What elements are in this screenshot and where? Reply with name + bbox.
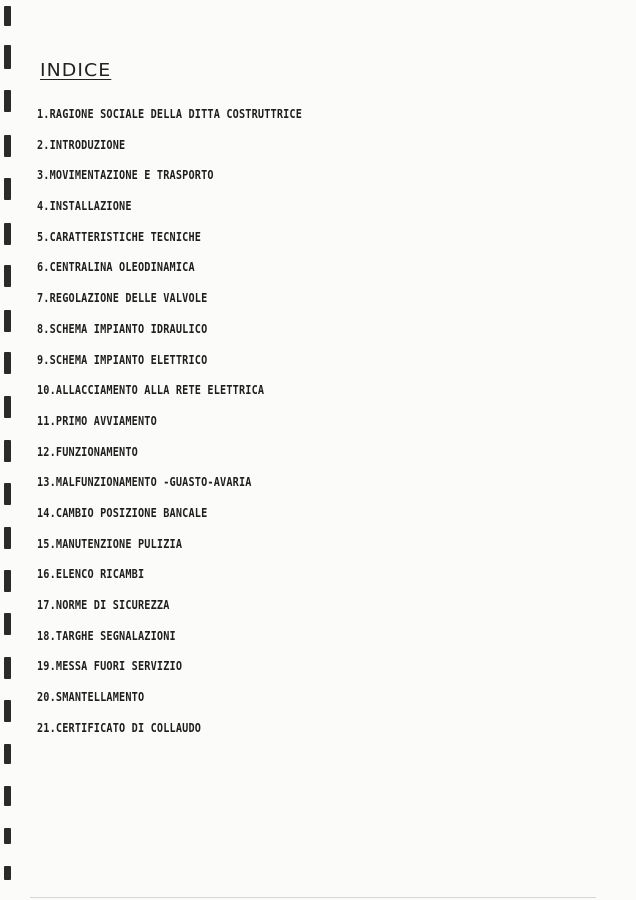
binding-hole — [4, 657, 11, 679]
binding-hole — [4, 265, 11, 287]
toc-item: 20.SMANTELLAMENTO — [37, 690, 145, 705]
toc-item: 18.TARGHE SEGNALAZIONI — [37, 628, 176, 643]
toc-item: 4.INSTALLAZIONE — [37, 199, 132, 214]
binding-hole — [4, 6, 11, 26]
binding-hole — [4, 90, 11, 112]
page-bottom-edge — [30, 897, 596, 898]
toc-item: 16.ELENCO RICAMBI — [37, 567, 145, 582]
toc-item: 6.CENTRALINA OLEODINAMICA — [37, 260, 195, 275]
toc-item: 14.CAMBIO POSIZIONE BANCALE — [37, 505, 208, 520]
binding-holes — [0, 0, 18, 900]
binding-hole — [4, 786, 11, 806]
binding-hole — [4, 527, 11, 549]
binding-hole — [4, 613, 11, 635]
binding-hole — [4, 828, 11, 844]
toc-item: 12.FUNZIONAMENTO — [37, 444, 138, 459]
binding-hole — [4, 570, 11, 592]
toc-item: 21.CERTIFICATO DI COLLAUDO — [37, 720, 202, 735]
binding-hole — [4, 483, 11, 505]
binding-hole — [4, 45, 11, 69]
toc-item: 10.ALLACCIAMENTO ALLA RETE ELETTRICA — [37, 383, 265, 398]
toc-item: 3.MOVIMENTAZIONE E TRASPORTO — [37, 168, 214, 183]
binding-hole — [4, 352, 11, 374]
toc-item: 13.MALFUNZIONAMENTO -GUASTO-AVARIA — [37, 475, 252, 490]
toc-item: 19.MESSA FUORI SERVIZIO — [37, 659, 183, 674]
binding-hole — [4, 744, 11, 764]
binding-hole — [4, 178, 11, 200]
binding-hole — [4, 135, 11, 157]
binding-hole — [4, 440, 11, 462]
toc-item: 8.SCHEMA IMPIANTO IDRAULICO — [37, 321, 208, 336]
toc-item: 9.SCHEMA IMPIANTO ELETTRICO — [37, 352, 208, 367]
toc-item: 2.INTRODUZIONE — [37, 137, 126, 152]
index-title: INDICE — [40, 60, 112, 81]
table-of-contents — [37, 104, 349, 748]
toc-item: 7.REGOLAZIONE DELLE VALVOLE — [37, 291, 208, 306]
toc-item: 1.RAGIONE SOCIALE DELLA DITTA COSTRUTTRICE — [37, 107, 303, 121]
binding-hole — [4, 866, 11, 880]
toc-item: 5.CARATTERISTICHE TECNICHE — [37, 229, 202, 244]
toc-item: 17.NORME DI SICUREZZA — [37, 598, 170, 612]
binding-hole — [4, 310, 11, 332]
toc-item: 11.PRIMO AVVIAMENTO — [37, 413, 157, 428]
toc-item: 15.MANUTENZIONE PULIZIA — [37, 536, 183, 551]
binding-hole — [4, 396, 11, 418]
binding-hole — [4, 700, 11, 722]
binding-hole — [4, 223, 11, 245]
